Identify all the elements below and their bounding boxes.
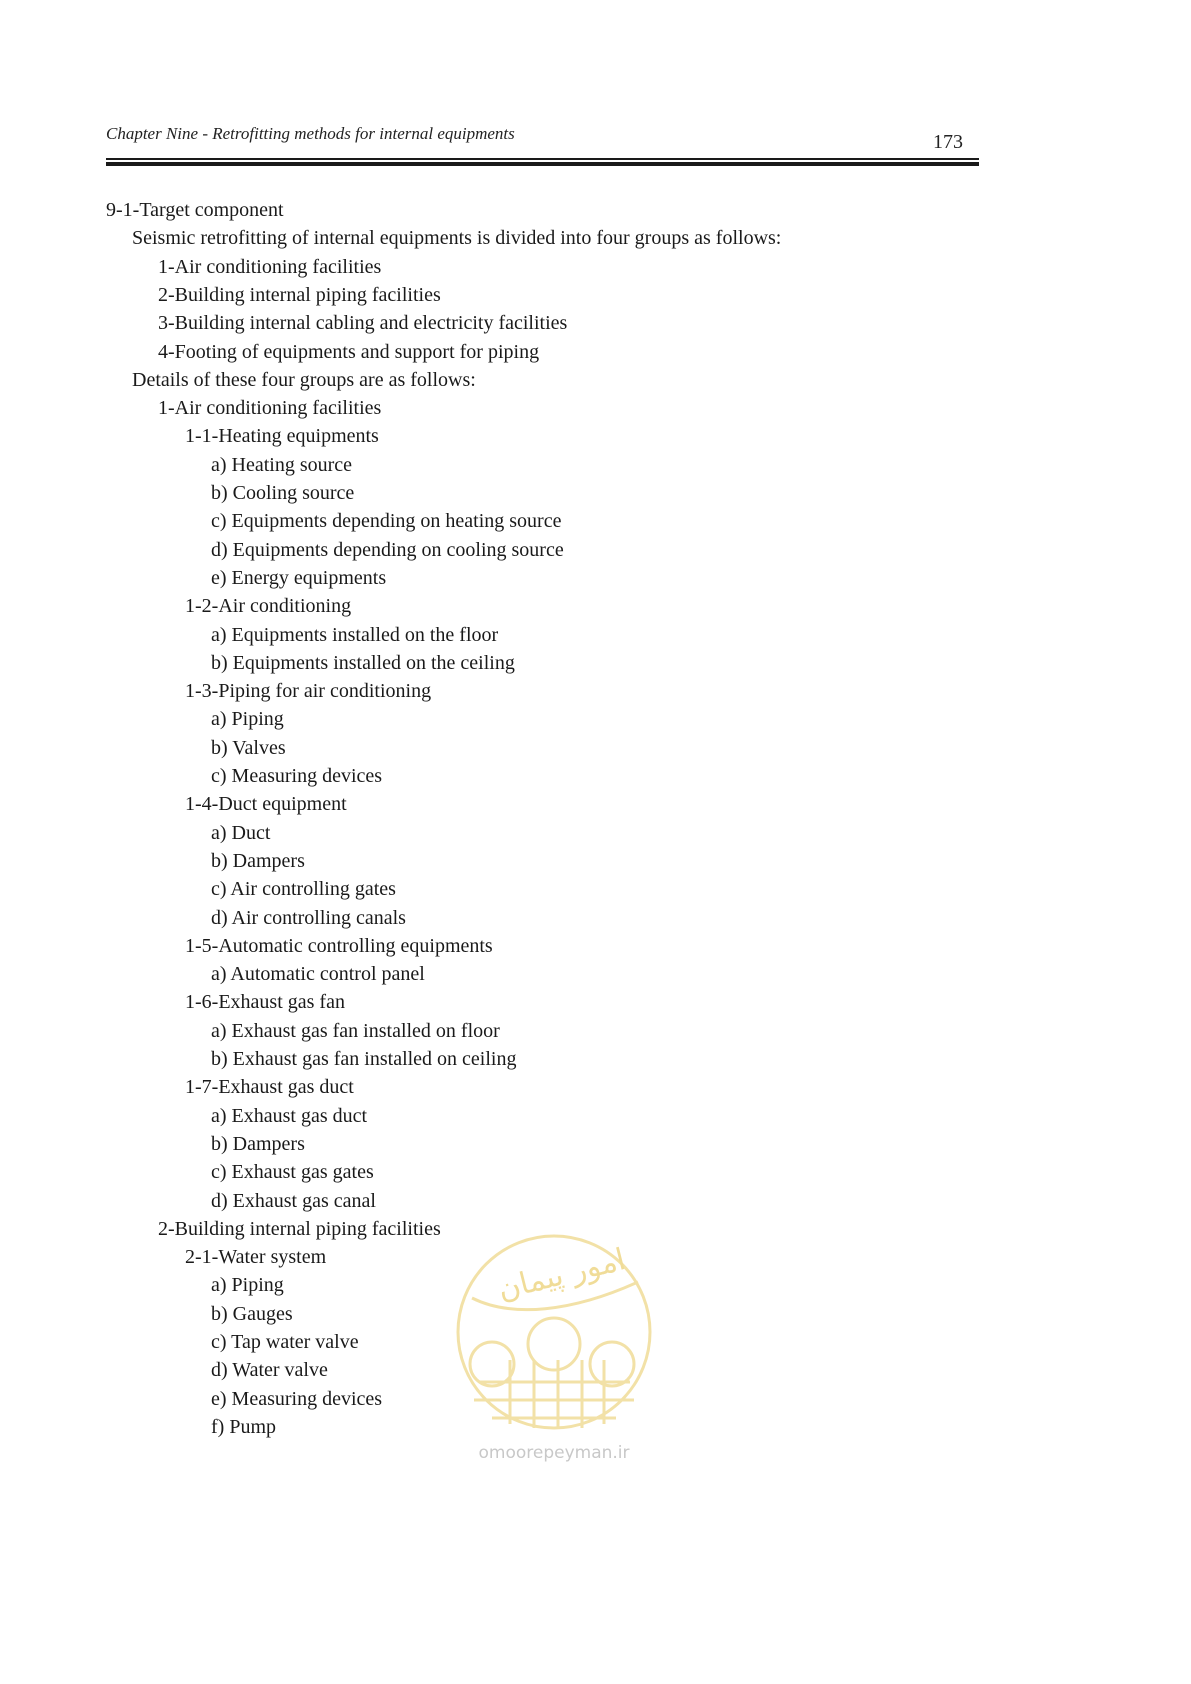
header-rule-thin <box>106 158 979 160</box>
outline-line-level-4: b) Dampers <box>211 1132 305 1155</box>
outline-line-level-4: d) Water valve <box>211 1359 328 1382</box>
outline-line-level-2: 4-Footing of equipments and support for piping <box>158 340 540 363</box>
outline-line-level-4: b) Gauges <box>211 1302 293 1325</box>
outline-line-level-3: 1-1-Heating equipments <box>185 425 379 448</box>
watermark-site-text: omoorepeyman.ir <box>478 1443 630 1463</box>
watermark-logo-text: امور پیمان <box>494 1242 629 1308</box>
outline-line-level-4: c) Equipments depending on heating source <box>211 510 562 533</box>
outline-line-level-3: 1-2-Air conditioning <box>185 595 352 618</box>
running-header-title: Chapter Nine - Retrofitting methods for internal equipments <box>106 124 515 143</box>
outline-line-level-2: 2-Building internal piping facilities <box>158 1217 441 1240</box>
outline-line-level-4: b) Valves <box>211 736 286 759</box>
outline-line-level-4: c) Measuring devices <box>211 765 383 787</box>
outline-line-level-3: 1-4-Duct equipment <box>185 793 347 816</box>
outline-line-level-4: a) Exhaust gas fan installed on floor <box>211 1019 500 1042</box>
header-rule-thick <box>106 162 979 166</box>
outline-line-level-3: 1-7-Exhaust gas duct <box>185 1076 354 1099</box>
outline-line-level-4: d) Air controlling canals <box>211 906 406 929</box>
outline-line-level-4: c) Tap water valve <box>211 1331 359 1353</box>
outline-line-level-4: a) Equipments installed on the floor <box>211 623 499 646</box>
outline-line-level-1: Details of these four groups are as follows: <box>132 368 476 391</box>
outline-line-level-4: b) Exhaust gas fan installed on ceiling <box>211 1048 517 1070</box>
outline-line-level-4: b) Equipments installed on the ceiling <box>211 651 515 674</box>
outline-line-level-4: c) Air controlling gates <box>211 878 396 901</box>
outline-line-level-4: f) Pump <box>211 1415 276 1438</box>
outline-line-level-4: e) Energy equipments <box>211 566 387 589</box>
outline-line-level-4: c) Exhaust gas gates <box>211 1161 374 1184</box>
outline-line-level-4: a) Piping <box>211 1274 284 1297</box>
outline-line-level-2: 2-Building internal piping facilities <box>158 283 441 306</box>
outline-line-level-4: b) Dampers <box>211 849 305 872</box>
outline-line-level-3: 1-5-Automatic controlling equipments <box>185 934 493 957</box>
outline-line-level-3: 1-6-Exhaust gas fan <box>185 991 345 1014</box>
outline-line-level-3: 2-1-Water system <box>185 1246 327 1269</box>
outline-line-level-4: a) Heating source <box>211 453 353 476</box>
outline-line-level-2: 1-Air conditioning facilities <box>158 397 382 420</box>
outline-line-level-0: 9-1-Target component <box>106 199 284 221</box>
outline-line-level-4: a) Exhaust gas duct <box>211 1104 368 1127</box>
outline-line-level-4: a) Automatic control panel <box>211 963 425 986</box>
outline-line-level-4: e) Measuring devices <box>211 1387 383 1410</box>
outline-line-level-1: Seismic retrofitting of internal equipments is divided into four groups as follows: <box>132 227 782 250</box>
page-number: 173 <box>933 131 963 153</box>
outline-line-level-2: 3-Building internal cabling and electricity facilities <box>158 312 568 335</box>
outline-line-level-2: 1-Air conditioning facilities <box>158 255 382 278</box>
outline-line-level-3: 1-3-Piping for air conditioning <box>185 680 432 703</box>
watermark-logo <box>452 1232 656 1472</box>
outline-line-level-4: a) Duct <box>211 821 271 844</box>
outline-line-level-4: d) Equipments depending on cooling source <box>211 538 564 561</box>
outline-line-level-4: b) Cooling source <box>211 482 355 504</box>
outline-line-level-4: a) Piping <box>211 708 284 731</box>
outline-line-level-4: d) Exhaust gas canal <box>211 1189 376 1212</box>
